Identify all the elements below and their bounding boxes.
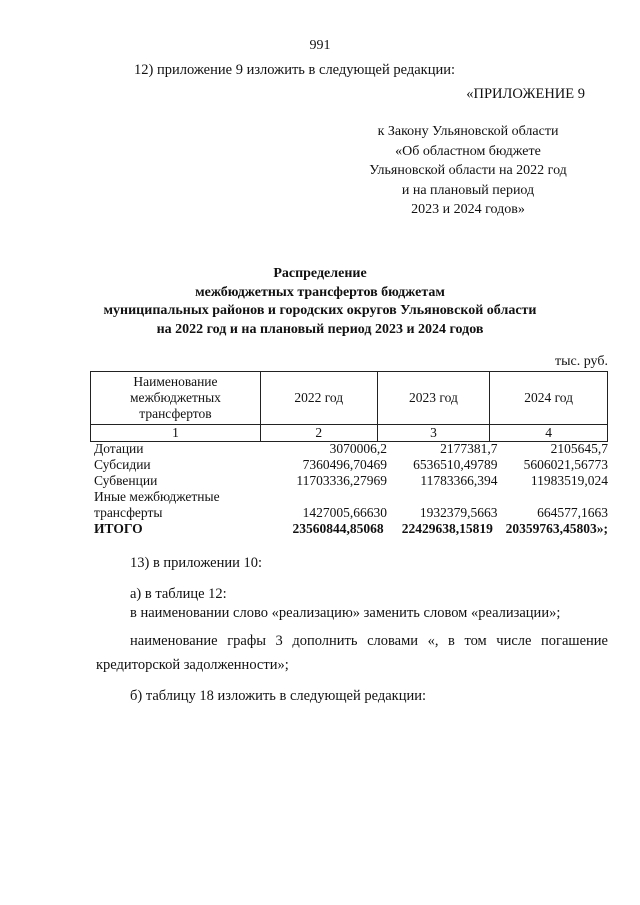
row-value-2024: 2105645,7 [550,441,609,456]
heading-line: межбюджетных трансфертов бюджетам [195,284,445,300]
row-value-2024: 5606021,56773 [523,457,609,472]
row-value-2022: 1427005,66630 [302,505,388,520]
row-value-2023: 11783366,394 [420,473,498,488]
row-value-2024: 11983519,024 [530,473,609,488]
total-value-2022: 23560844,85068 [292,521,384,536]
appendix-title: «ПРИЛОЖЕНИЕ 9 [466,86,585,102]
word: в [448,633,455,649]
column-number: 3 [377,425,490,442]
sub-item-a: а) в таблице 12: [130,586,227,602]
word: «, [427,633,439,649]
law-reference-line: к Закону Ульяновской области [377,124,559,139]
word: том [464,633,487,649]
row-name-line: Иные межбюджетные [94,489,220,504]
row-name [94,489,268,521]
table-row [94,473,608,489]
word: погашение [541,633,608,649]
row-value-2024: 664577,1663 [537,505,609,520]
word: словами [367,633,419,649]
row-value-2023: 1932379,5663 [419,505,498,520]
header-2022: 2022 год [260,372,377,425]
word: числе [496,633,532,649]
heading-line: муниципальных районов и городских округов Ульяновской области [103,303,537,318]
heading-line: на 2022 год и на плановый период 2023 и 2024 годов [156,321,484,337]
table-header [90,371,608,442]
row-name: Дотации [94,441,144,456]
item-13: 13) в приложении 10: [130,555,263,571]
document-heading [0,265,640,339]
word: графы [227,633,266,649]
header-2023: 2023 год [377,372,490,425]
total-value-2024: 20359763,45803»; [505,521,608,536]
row-name-line: трансферты [94,505,163,520]
sub-item-b: б) таблицу 18 изложить в следующей редакции: [130,688,427,704]
unit-label: тыс. руб. [555,354,608,369]
col3-paragraph-line [130,632,608,650]
row-name: Субсидии [94,457,151,472]
row-value-2023: 2177381,7 [440,441,498,456]
header-name-cell [91,372,261,425]
word: 3 [275,633,283,649]
column-number: 4 [490,425,608,442]
law-reference-line: «Об областном бюджете [395,143,541,159]
row-value-2022: 3070006,2 [329,441,388,456]
rename-paragraph: в наименовании слово «реализацию» заменить словом «реализации»; [130,605,561,621]
row-name: Субвенции [94,473,158,488]
word: наименование [130,633,218,649]
total-name: ИТОГО [94,521,143,536]
table-total-row [94,521,608,537]
row-value-2022: 7360496,70469 [302,457,388,472]
word: дополнить [292,633,358,649]
row-value-2023: 6536510,49789 [413,457,498,472]
header-2024: 2024 год [490,372,608,425]
total-value-2023: 22429638,15819 [401,521,493,536]
law-reference-line: Ульяновской области на 2022 год [369,163,567,178]
table-row [94,457,608,473]
table-row [94,489,608,521]
law-reference-line: 2023 и 2024 годов» [411,202,525,217]
column-number: 2 [260,425,377,442]
page-number: 991 [309,38,331,53]
law-reference [338,122,598,220]
column-number: 1 [91,425,261,442]
table-body [94,441,608,537]
law-reference-line: и на плановый период [401,182,535,198]
heading-line: Распределение [273,266,367,281]
col3-paragraph-end: кредиторской задолженности»; [96,657,289,673]
row-value-2022: 11703336,27969 [296,473,388,488]
header-name: Наименование межбюджетных трансфертов [130,374,221,421]
table-row [94,441,608,457]
intro-item: 12) приложение 9 изложить в следующей редакции: [134,62,456,78]
